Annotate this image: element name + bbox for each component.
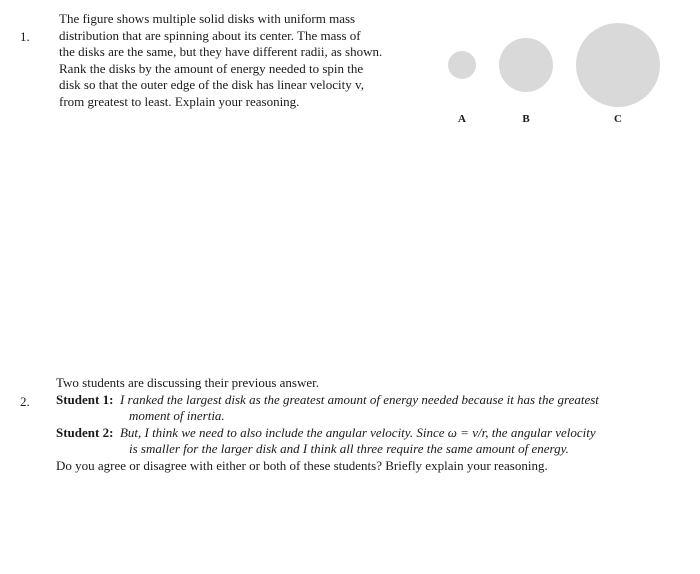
student-2-statement	[56, 425, 686, 442]
question-1-line: Rank the disks by the amount of energy needed to spin the	[59, 60, 364, 76]
student-1-statement	[56, 392, 686, 409]
disk-b-label: B	[522, 113, 530, 125]
question-1-line: disk so that the outer edge of the disk has linear velocity v,	[59, 77, 364, 92]
question-2-text	[56, 375, 686, 474]
disk-a-label: A	[458, 113, 466, 125]
disk-c-label: C	[614, 113, 622, 125]
student-2-text: But, I think we need to also include the angular velocity. Since ω = v/r, the angular velocity	[119, 424, 596, 440]
question-2-number: 2.	[20, 394, 30, 409]
question-1-text	[59, 11, 434, 110]
disk-a	[448, 51, 476, 79]
student-1-text: I ranked the largest disk as the greatest amount of energy needed because it has the greatest	[119, 391, 599, 407]
student-2-label: Student 2:	[56, 424, 114, 440]
disk-b	[499, 38, 553, 92]
student-1-label: Student 1:	[56, 391, 114, 407]
question-1-line: from greatest to least. Explain your reasoning.	[59, 93, 300, 109]
question-2-intro: Two students are discussing their previous answer.	[56, 375, 320, 390]
question-1-number: 1.	[20, 29, 30, 44]
student-2-text-cont: is smaller for the larger disk and I think all three require the same amount of energy.	[129, 441, 569, 456]
disk-c	[576, 23, 660, 107]
student-1-text-cont: moment of inertia.	[129, 408, 225, 423]
question-1-line: The figure shows multiple solid disks with uniform mass	[59, 11, 356, 26]
question-1-line: distribution that are spinning about its center. The mass of	[59, 27, 361, 43]
question-2-prompt: Do you agree or disagree with either or both of these students? Briefly explain your reasoning.	[56, 457, 548, 473]
question-1-line: the disks are the same, but they have different radii, as shown.	[59, 44, 383, 59]
